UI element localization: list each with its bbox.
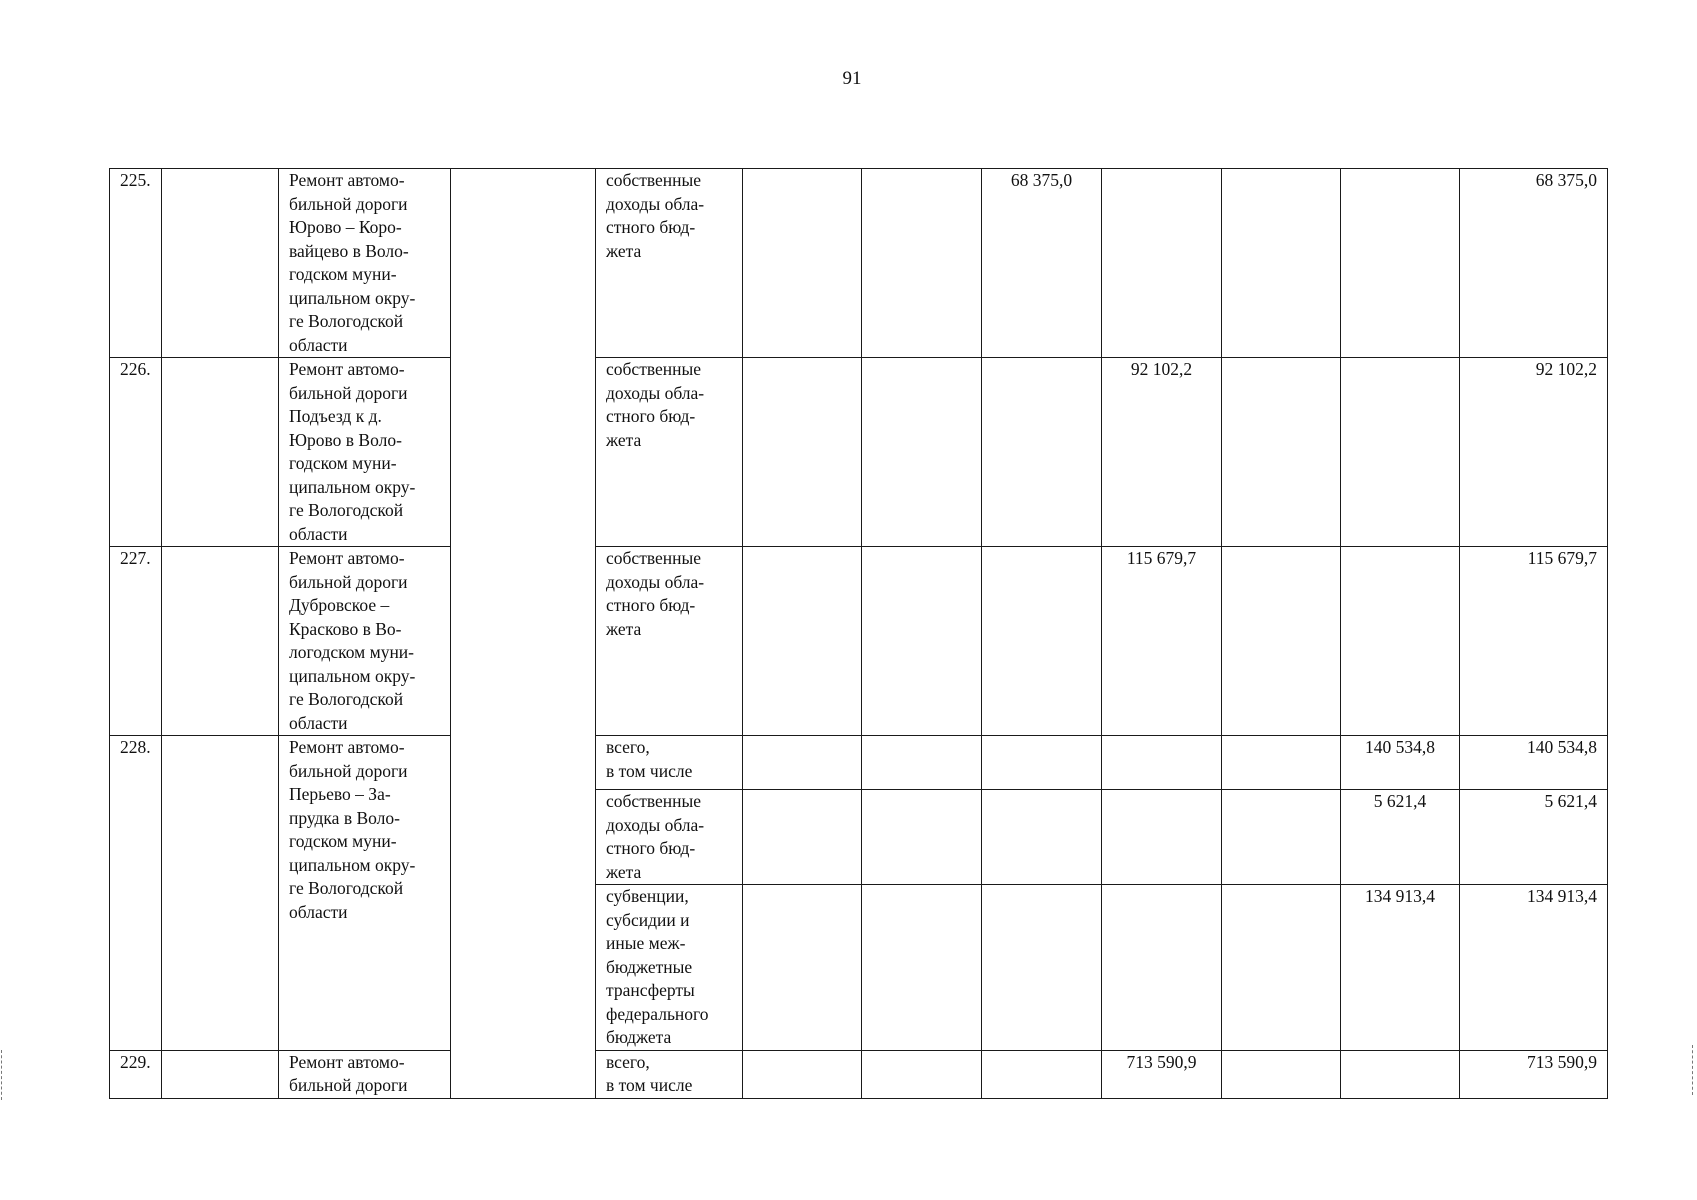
object-name-cell <box>279 1050 451 1098</box>
object-name: Ремонт автомо- бильной дороги Дубровское – Красково в Во- логодском муни- ципальном окру- ге Вологодской области <box>289 548 416 733</box>
total-amount-cell: 92 102,2 <box>1460 358 1608 547</box>
empty-cell <box>1222 736 1341 790</box>
table-row <box>110 1050 1608 1098</box>
object-name: Ремонт автомо- бильной дороги Подъезд к д. Юрово в Воло- годском муни- ципальном окру- ге Вологодской области <box>289 359 416 544</box>
funding-source: субвенции, субсидии и иные меж- бюджетные трансферты федерального бюджета <box>606 886 709 1047</box>
row-number: 227. <box>110 547 162 736</box>
empty-cell <box>1222 790 1341 885</box>
object-name: Ремонт автомо- бильной дороги <box>289 1051 408 1095</box>
funding-source-cell <box>596 547 743 736</box>
empty-cell <box>1222 169 1341 358</box>
funding-source: собственные доходы обла- стного бюд- жета <box>606 359 705 450</box>
empty-cell <box>982 885 1102 1051</box>
empty-cell <box>982 736 1102 790</box>
merged-empty-cell <box>451 169 596 1099</box>
empty-cell <box>162 736 279 1051</box>
scan-edge-mark-left <box>1 1050 2 1100</box>
object-name: Ремонт автомо- бильной дороги Перьево – За- прудка в Воло- годском муни- ципальном окру- ге Вологодской области <box>289 737 416 922</box>
empty-cell <box>743 736 862 790</box>
funding-source-cell <box>596 1050 743 1098</box>
total-amount-cell: 5 621,4 <box>1460 790 1608 885</box>
empty-cell <box>162 358 279 547</box>
empty-cell <box>743 790 862 885</box>
empty-cell <box>162 169 279 358</box>
empty-cell <box>1341 358 1460 547</box>
empty-cell <box>162 547 279 736</box>
empty-cell <box>862 885 982 1051</box>
funding-source-cell <box>596 169 743 358</box>
empty-cell <box>1341 1050 1460 1098</box>
empty-cell <box>1222 358 1341 547</box>
amount-cell: 68 375,0 <box>982 169 1102 358</box>
amount-cell: 140 534,8 <box>1341 736 1460 790</box>
empty-cell <box>1102 169 1222 358</box>
empty-cell <box>1102 790 1222 885</box>
row-number: 228. <box>110 736 162 1051</box>
empty-cell <box>862 547 982 736</box>
funding-source-cell <box>596 358 743 547</box>
total-amount-cell: 140 534,8 <box>1460 736 1608 790</box>
row-number: 229. <box>110 1050 162 1098</box>
empty-cell <box>1222 547 1341 736</box>
empty-cell <box>982 1050 1102 1098</box>
funding-source: всего, в том числе <box>606 1051 693 1095</box>
empty-cell <box>1222 885 1341 1051</box>
table-row <box>110 547 1608 736</box>
empty-cell <box>862 358 982 547</box>
empty-cell <box>862 169 982 358</box>
object-name-cell <box>279 169 451 358</box>
amount-cell: 92 102,2 <box>1102 358 1222 547</box>
page-number: 91 <box>842 68 862 89</box>
funding-source: собственные доходы обла- стного бюд- жета <box>606 170 705 261</box>
funding-source-cell <box>596 736 743 790</box>
empty-cell <box>743 547 862 736</box>
empty-cell <box>162 1050 279 1098</box>
total-amount-cell: 68 375,0 <box>1460 169 1608 358</box>
amount-cell: 5 621,4 <box>1341 790 1460 885</box>
empty-cell <box>743 885 862 1051</box>
object-name: Ремонт автомо- бильной дороги Юрово – Коро- вайцево в Воло- годском муни- ципальном окру- ге Вологодской области <box>289 170 416 355</box>
total-amount-cell: 134 913,4 <box>1460 885 1608 1051</box>
empty-cell <box>1341 169 1460 358</box>
empty-cell <box>862 736 982 790</box>
budget-table <box>109 168 1608 1099</box>
total-amount-cell: 115 679,7 <box>1460 547 1608 736</box>
funding-source-cell <box>596 885 743 1051</box>
empty-cell <box>1102 885 1222 1051</box>
object-name-cell <box>279 736 451 1051</box>
row-number: 226. <box>110 358 162 547</box>
funding-source: собственные доходы обла- стного бюд- жета <box>606 548 705 639</box>
amount-cell: 115 679,7 <box>1102 547 1222 736</box>
empty-cell <box>982 547 1102 736</box>
total-amount-cell: 713 590,9 <box>1460 1050 1608 1098</box>
empty-cell <box>982 358 1102 547</box>
empty-cell <box>1102 736 1222 790</box>
scan-edge-mark-right <box>1692 1045 1693 1095</box>
empty-cell <box>1222 1050 1341 1098</box>
object-name-cell <box>279 358 451 547</box>
object-name-cell <box>279 547 451 736</box>
table-row <box>110 358 1608 547</box>
amount-cell: 134 913,4 <box>1341 885 1460 1051</box>
funding-source: собственные доходы обла- стного бюд- жета <box>606 791 705 882</box>
amount-cell: 713 590,9 <box>1102 1050 1222 1098</box>
empty-cell <box>862 790 982 885</box>
empty-cell <box>1341 547 1460 736</box>
empty-cell <box>982 790 1102 885</box>
funding-source-cell <box>596 790 743 885</box>
table-row <box>110 736 1608 790</box>
empty-cell <box>743 358 862 547</box>
table-row <box>110 169 1608 358</box>
empty-cell <box>743 169 862 358</box>
empty-cell <box>862 1050 982 1098</box>
row-number: 225. <box>110 169 162 358</box>
empty-cell <box>743 1050 862 1098</box>
funding-source: всего, в том числе <box>606 737 693 781</box>
